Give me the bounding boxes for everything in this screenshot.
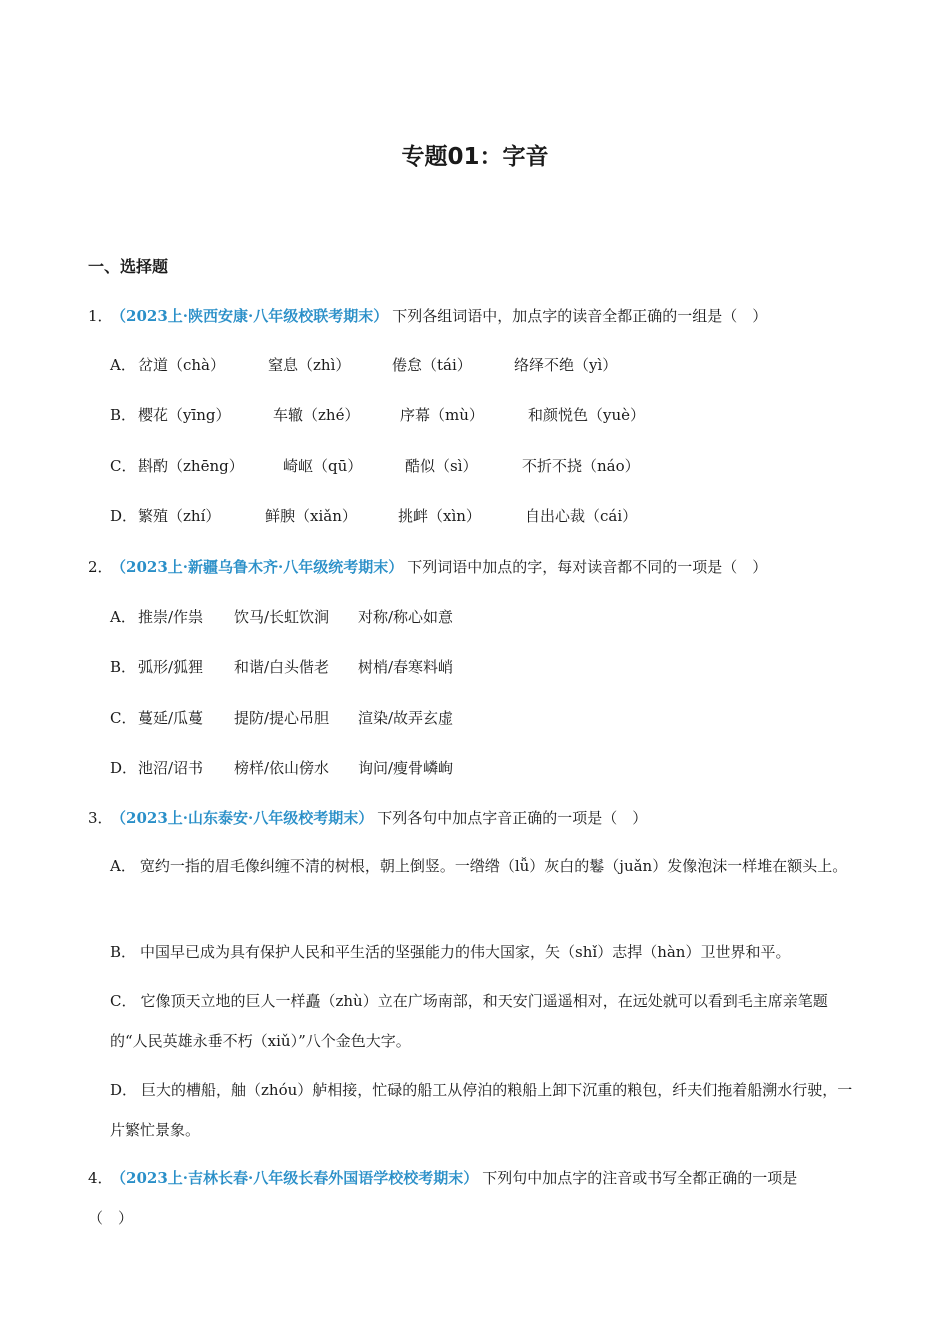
option-item: 自出心裁（cái） [525, 507, 638, 525]
question-2 [88, 556, 868, 577]
question-1 [88, 305, 868, 326]
question-stem: 下列词语中加点的字，每对读音都不同的一项是（ ） [407, 558, 768, 576]
option-item: 络绎不绝（yì） [514, 356, 618, 374]
question-4 [88, 1167, 868, 1188]
q1-option-a [110, 354, 617, 375]
question-number: 3． [88, 809, 113, 827]
option-item: 对称/称心如意 [358, 608, 454, 626]
option-item: 和颜悦色（yuè） [528, 406, 646, 424]
option-item: 弧形/狐狸 [138, 658, 204, 676]
question-number: 2． [88, 558, 113, 576]
q1-option-b [110, 404, 645, 425]
option-item: 榜样/依山傍水 [234, 759, 330, 777]
q2-option-d [110, 757, 453, 778]
option-label: A． [110, 857, 136, 875]
option-item: 序幕（mù） [400, 406, 484, 424]
q1-option-d [110, 505, 637, 526]
option-label: C． [110, 457, 137, 475]
option-label: D． [110, 759, 138, 777]
q2-option-c [110, 707, 453, 728]
option-item: 询问/瘦骨嶙峋 [358, 759, 454, 777]
option-label: B． [110, 658, 137, 676]
question-number: 4． [88, 1169, 113, 1187]
option-item: 鲜腴（xiǎn） [265, 507, 357, 525]
option-item: 和谐/白头偕老 [234, 658, 330, 676]
q2-option-a [110, 606, 453, 627]
question-source: （2023上·陕西安康·八年级校联考期末） [118, 307, 389, 325]
option-label: B． [110, 943, 137, 961]
question-4-continued [88, 1207, 868, 1228]
option-label: A． [110, 608, 136, 626]
question-source: （2023上·吉林长春·八年级长春外国语学校校考期末） [118, 1169, 479, 1187]
option-label: B． [110, 406, 137, 424]
option-item: 不折不挠（náo） [522, 457, 640, 475]
q1-option-c [110, 455, 640, 476]
option-label: D． [110, 507, 138, 525]
question-source: （2023上·新疆乌鲁木齐·八年级统考期末） [118, 558, 404, 576]
question-stem: 下列句中加点字的注音或书写全都正确的一项是 [482, 1169, 798, 1187]
option-text: 它像顶天立地的巨人一样矗（zhù）立在广场南部，和天安门遥遥相对，在远处就可以看到毛主席亲笔题的“人民英雄永垂不朽（xiǔ）”八个金色大字。 [110, 992, 828, 1050]
page-title: 专题01：字音 [401, 144, 549, 170]
option-item: 樱花（yīng） [138, 406, 231, 424]
option-item: 渲染/故弄玄虚 [358, 709, 454, 727]
q3-option-b [110, 932, 860, 972]
q3-option-d [110, 1070, 860, 1150]
option-text: 中国早已成为具有保护人民和平生活的坚强能力的伟大国家，矢（shǐ）志捍（hàn）卫世界和平。 [140, 943, 791, 961]
question-stem: 下列各组词语中，加点字的读音全都正确的一组是（ ） [392, 307, 768, 325]
option-item: 树梢/春寒料峭 [358, 658, 454, 676]
option-item: 车辙（zhé） [273, 406, 360, 424]
option-item: 繁殖（zhí） [138, 507, 221, 525]
q3-option-a [110, 846, 860, 886]
option-item: 倦怠（tái） [392, 356, 472, 374]
option-label: C． [110, 709, 137, 727]
option-item: 挑衅（xìn） [398, 507, 481, 525]
option-item: 窒息（zhì） [268, 356, 351, 374]
option-label: C． [110, 992, 137, 1010]
option-text: 巨大的槽船，舳（zhóu）舻相接，忙碌的船工从停泊的粮船上卸下沉重的粮包，纤夫们拖着船溯水行驶，一片繁忙景象。 [110, 1081, 853, 1139]
option-item: 岔道（chà） [138, 356, 226, 374]
option-item: 蔓延/瓜蔓 [138, 709, 204, 727]
section-heading: 一、选择题 [88, 257, 169, 276]
option-item: 池沼/诏书 [138, 759, 204, 777]
option-item: 斟酌（zhēng） [138, 457, 244, 475]
question-source: （2023上·山东泰安·八年级校考期末） [118, 809, 374, 827]
option-label: A． [110, 356, 136, 374]
question-stem: 下列各句中加点字音正确的一项是（ ） [377, 809, 648, 827]
option-item: 提防/提心吊胆 [234, 709, 330, 727]
question-stem-bracket: （ ） [88, 1209, 134, 1227]
option-item: 推崇/作祟 [138, 608, 204, 626]
option-item: 崎岖（qū） [283, 457, 363, 475]
question-number: 1． [88, 307, 113, 325]
option-text: 宽约一指的眉毛像纠缠不清的树根，朝上倒竖。一绺绺（lǚ）灰白的鬈（juǎn）发像泡沫一样堆在额头上。 [139, 857, 848, 875]
question-3 [88, 807, 868, 828]
q3-option-c [110, 981, 860, 1061]
option-label: D． [110, 1081, 138, 1099]
q2-option-b [110, 656, 453, 677]
option-item: 饮马/长虹饮涧 [234, 608, 330, 626]
option-item: 酷似（sì） [405, 457, 478, 475]
